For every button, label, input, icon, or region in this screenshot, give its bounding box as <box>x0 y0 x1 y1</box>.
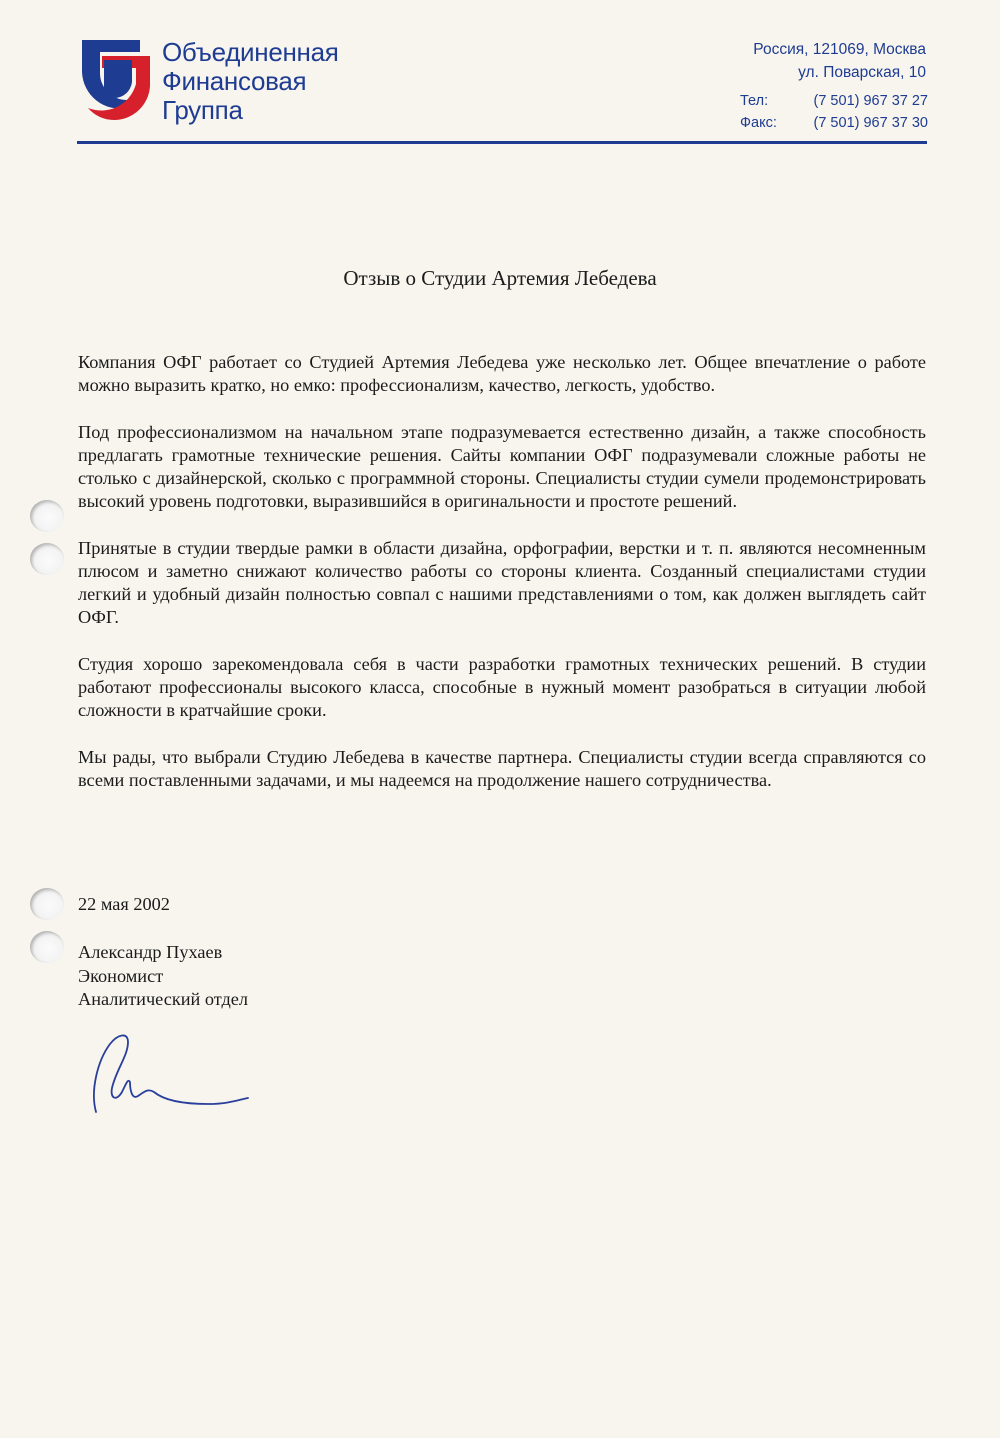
ofg-logo-icon <box>80 38 152 122</box>
address-street: ул. Поварская, 10 <box>798 64 926 81</box>
letter-body <box>78 351 926 816</box>
letter-paragraph: Компания ОФГ работает со Студией Артемия Лебедева уже несколько лет. Общее впечатление о работе можно выразить кратко, но емко: профессионализм, качество, легкость, удобство. <box>78 352 926 395</box>
handwritten-signature <box>88 1030 258 1120</box>
letter-title: Отзыв о Студии Артемия Лебедева <box>343 266 657 290</box>
letter-paragraph: Студия хорошо зарекомендовала себя в части разработки грамотных технических решений. В студии работают профессионалы высокого класса, способные в нужный момент разобраться в ситуации любой сложности в кратчайшие сроки. <box>78 654 926 720</box>
letter-date: 22 мая 2002 <box>78 894 170 914</box>
company-name-line: Финансовая <box>162 66 307 96</box>
letter-paragraph: Принятые в студии твердые рамки в области дизайна, орфографии, верстки и т. п. являются несомненным плюсом и заметно снижают количество работы со стороны клиента. Созданный специалистами студии легкий и удобный дизайн полностью совпал с нашими представлениями о том, как должен выглядеть сайт ОФГ. <box>78 538 926 627</box>
letterhead-divider <box>77 141 927 144</box>
fax-label: Факс: <box>740 115 777 131</box>
company-contacts <box>740 90 928 134</box>
company-name-line: Группа <box>162 95 243 125</box>
address-city: Россия, 121069, Москва <box>753 41 926 58</box>
letter-paragraph: Мы рады, что выбрали Студию Лебедева в качестве партнера. Специалисты студии всегда справляются со всеми поставленными задачами, и мы надеемся на продолжение нашего сотрудничества. <box>78 747 926 790</box>
punch-hole <box>30 888 64 920</box>
phone-row <box>740 90 928 112</box>
company-name-line: Объединенная <box>162 37 339 67</box>
fax-value: (7 501) 967 37 30 <box>813 115 928 131</box>
punch-hole <box>30 931 64 963</box>
letter-paragraph: Под профессионализмом на начальном этапе подразумевается естественно дизайн, а также способность предлагать грамотные технические решения. Сайты компании ОФГ подразумевали сложные работы не столько с дизайнерской, сколько с программной стороны. Специалисты студии сумели продемонстрировать высокий уровень подготовки, выразившийся в оригинальности и простоте решений. <box>78 422 926 511</box>
phone-value: (7 501) 967 37 27 <box>813 93 928 109</box>
fax-row <box>740 112 928 134</box>
company-name <box>162 38 339 125</box>
punch-hole <box>30 500 64 532</box>
company-address <box>753 38 926 84</box>
signer-block <box>78 941 248 1012</box>
signer-position: Экономист <box>78 965 164 986</box>
punch-hole <box>30 543 64 575</box>
signer-department: Аналитический отдел <box>78 989 249 1009</box>
signer-name: Александр Пухаев <box>78 942 223 962</box>
phone-label: Тел: <box>740 93 769 109</box>
